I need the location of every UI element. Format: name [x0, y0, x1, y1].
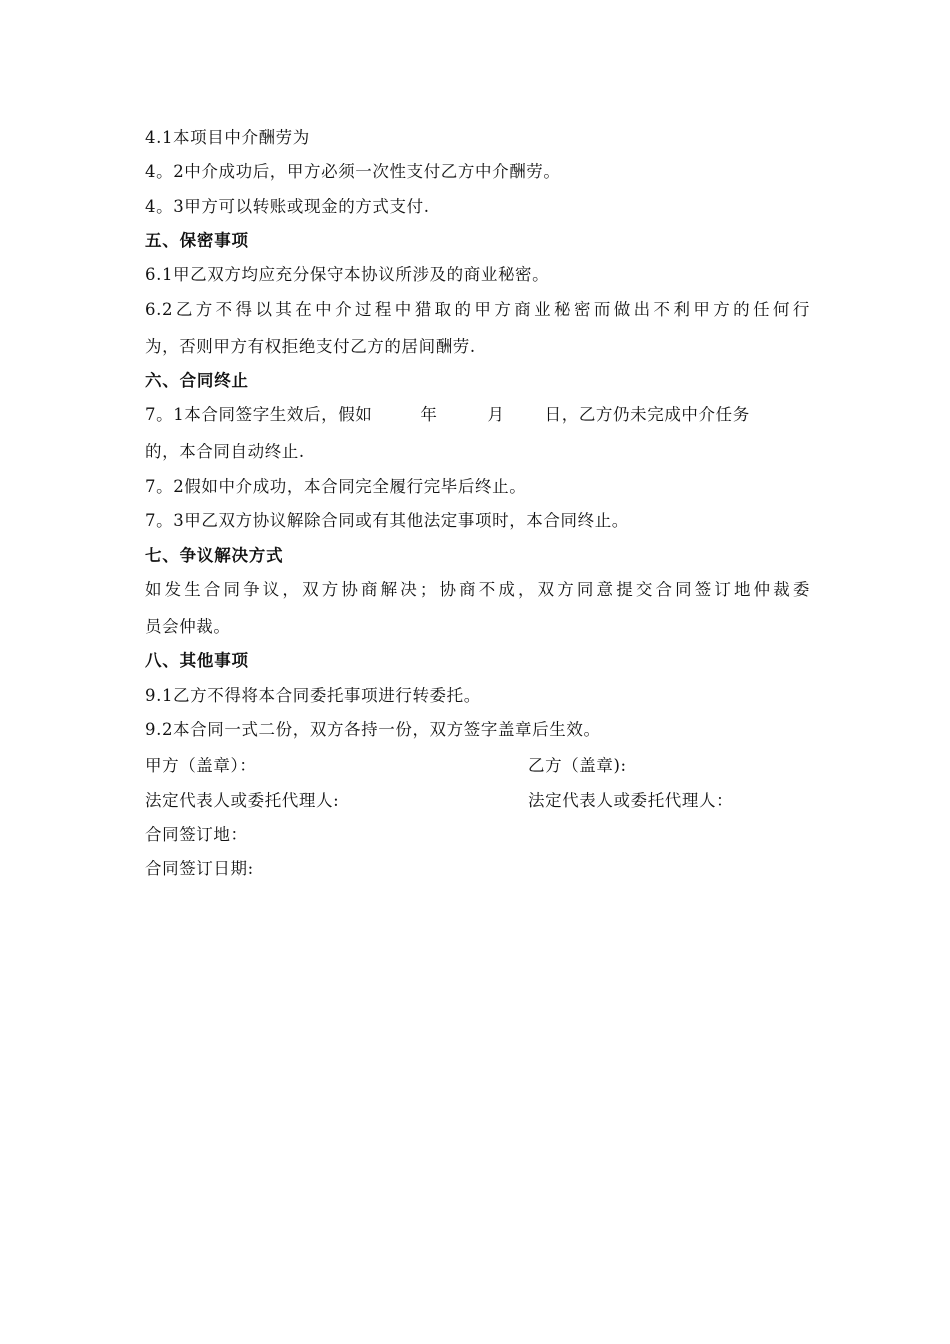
clause-6-2-line-1: 6.2乙方不得以其在中介过程中猎取的甲方商业秘密而做出不利甲方的任何行 — [145, 300, 810, 319]
party-b-rep-label: 法定代表人或委托代理人： — [528, 791, 734, 810]
clause-4-1: 4.1本项目中介酬劳为 — [145, 128, 310, 147]
clause-7-2: 7。2假如中介成功，本合同完全履行完毕后终止。 — [145, 477, 527, 496]
clause-7-1-text-end: 日，乙方仍未完成中介任务 — [544, 405, 750, 424]
clause-6-1: 6.1甲乙双方均应充分保守本协议所涉及的商业秘密。 — [145, 265, 550, 284]
clause-7-1-line-2: 的，本合同自动终止. — [145, 442, 305, 461]
clause-9-2: 9.2本合同一式二份，双方各持一份，双方签字盖章后生效。 — [145, 720, 601, 739]
party-a-seal-label: 甲方（盖章）： — [145, 756, 257, 775]
section-heading-confidentiality: 五、保密事项 — [145, 231, 249, 250]
blank-month-label: 月 — [487, 405, 505, 424]
clause-6-2-line-2: 为，否则甲方有权拒绝支付乙方的居间酬劳. — [145, 337, 476, 356]
dispute-paragraph-line-2: 员会仲裁。 — [145, 617, 231, 636]
clause-7-1-line-1 — [145, 405, 810, 425]
party-b-seal-label: 乙方（盖章): — [528, 756, 627, 775]
blank-year-label: 年 — [420, 405, 438, 424]
clause-7-3: 7。3甲乙双方协议解除合同或有其他法定事项时，本合同终止。 — [145, 511, 629, 530]
signing-place-label: 合同签订地： — [145, 825, 248, 844]
clause-7-1-text-start: 7。1本合同签字生效后，假如 — [145, 405, 373, 424]
section-heading-termination: 六、合同终止 — [145, 371, 249, 390]
clause-4-3: 4。3甲方可以转账或现金的方式支付. — [145, 197, 430, 216]
dispute-paragraph-line-1: 如发生合同争议，双方协商解决；协商不成，双方同意提交合同签订地仲裁委 — [145, 580, 810, 599]
section-heading-dispute: 七、争议解决方式 — [145, 546, 284, 565]
clause-9-1: 9.1乙方不得将本合同委托事项进行转委托。 — [145, 686, 481, 705]
signing-date-label: 合同签订日期: — [145, 859, 254, 878]
party-a-rep-label: 法定代表人或委托代理人: — [145, 791, 340, 810]
signature-rep-row — [145, 791, 810, 811]
section-heading-other: 八、其他事项 — [145, 651, 249, 670]
clause-4-2: 4。2中介成功后，甲方必须一次性支付乙方中介酬劳。 — [145, 162, 561, 181]
signature-seal-row — [145, 756, 810, 776]
